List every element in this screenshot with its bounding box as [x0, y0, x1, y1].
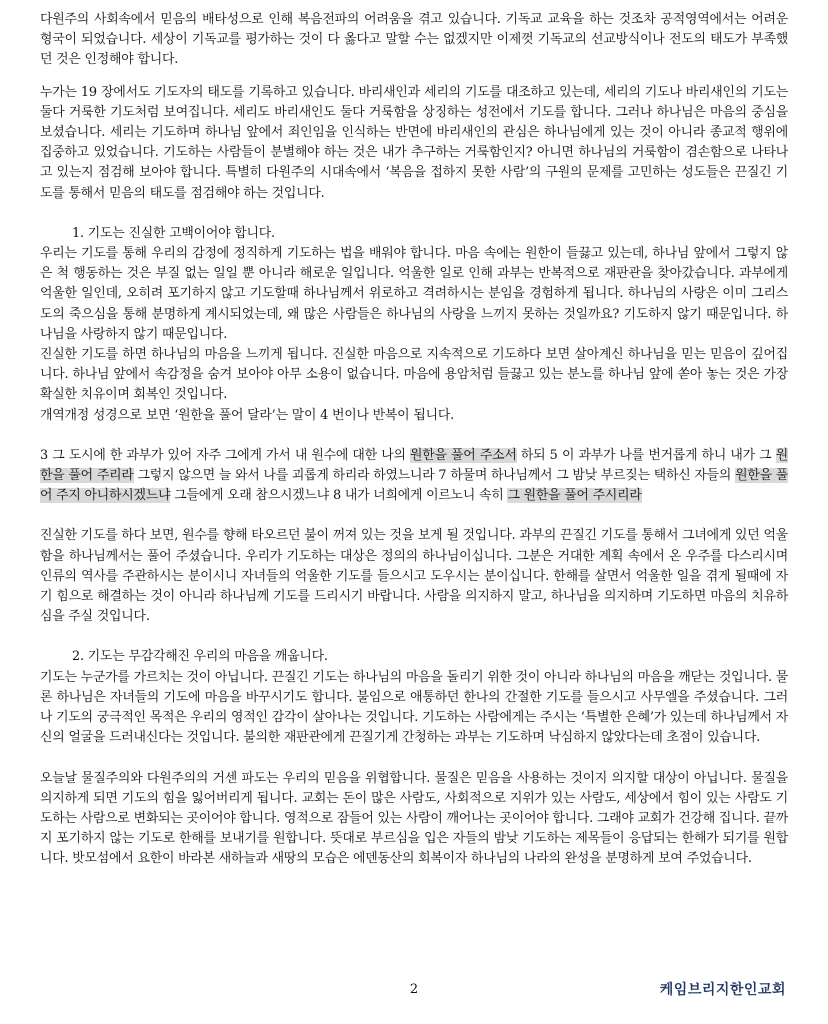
luke-paragraph: 누가는 19 장에서도 기도자의 태도를 기록하고 있습니다. 바리새인과 세리의 기도를 대조하고 있는데, 세리의 기도나 바리새인의 기도는 둘다 거룩한 기도처럼 보여집니다. 세리도 바리새인도 둘다 거룩함을 상징하는 성전에서 기도를 합니다. 그러나 하나님은 마음의 중심을 보셨습니다. 세리는 기도하며 하나님 앞에서 죄인임을 인식하는 반면에 바리새인의 관심은 하나님에게 있는 것이 아니라 종교적 행위에 집중하고 있었습니다. 기도하는 사람들이 분별해야 하는 것은 내가 추구하는 거룩함인지? 아니면 하나님의 거룩함이 겸손함으로 나타나고 있는지 점검해 보아야 합니다. 특별히 다원주의 시대속에서 ‘복음을 접하지 못한 사람’의 구원의 문제를 고민하는 성도들은 끈질긴 기도를 통해서 믿음의 태도를 점검해야 하는 것입니다.	[40, 84, 788, 201]
section1-heading: 1. 기도는 진실한 고백이어야 합니다.	[72, 225, 275, 241]
scripture-highlight-1: 원한을 풀어 주소서	[410, 447, 517, 463]
after-scripture-paragraph: 진실한 기도를 하다 보면, 원수를 향해 타오르던 불이 꺼져 있는 것을 보게 될 것입니다. 과부의 끈질긴 기도를 통해서 그녀에게 있던 억울함을 하나님께서는 풀어 주셨습니다. 우리가 기도하는 대상은 정의의 하나님이십니다. 그분은 거대한 계획 속에서 온 우주를 다스리시며 인류의 역사를 주관하시는 분이시니 자녀들의 억울한 기도를 들으시고 도우시는 분이십니다. 한해를 살면서 억울한 일을 겪게 될때에 자기 힘으로 해결하는 것이 아니라 하나님께 기도를 드리시기 바랍니다. 사람을 의지하지 말고, 하나님을 의지하며 기도하면 마음의 치유하심을 주실 것입니다.	[40, 528, 788, 625]
intro-paragraph: 다원주의 사회속에서 믿음의 배타성으로 인해 복음전파의 어려움을 겪고 있습니다. 기독교 교육을 하는 것조차 공적영역에서는 어려운 형국이 되었습니다. 세상이 기독교를 평가하는 것이 다 옳다고 말할 수는 없겠지만 이제껏 기독교의 선교방식이나 전도의 태도가 부족했던 것은 인정해야 합니다.	[40, 12, 788, 68]
closing-paragraph: 오늘날 물질주의와 다원주의의 거센 파도는 우리의 믿음을 위협합니다. 물질은 믿음을 사용하는 것이지 의지할 대상이 아닙니다. 물질을 의지하게 되면 기도의 힘을 잃어버리게 됩니다. 교회는 돈이 많은 사람도, 사회적으로 지위가 있는 사람도, 세상에서 힘이 있는 사람도 기도하는 사람으로 변화되는 곳이어야 합니다. 영적으로 잠들어 있는 사람이 깨어나는 곳이어야 합니다. 그래야 교회가 건강해 집니다. 끝까지 포기하지 않는 기도로 한해를 보내기를 원합니다. 뜻대로 부르심을 입은 자들의 밤낮 기도하는 제목들이 응답되는 한해가 되기를 원합니다. 밧모섬에서 요한이 바라본 새하늘과 새땅의 모습은 에덴동산의 회복이자 하나님의 나라의 완성을 분명하게 보여 주었습니다.	[40, 770, 788, 867]
document-body	[40, 10, 788, 882]
scripture-passage	[40, 446, 788, 507]
church-name: 케임브리지한인교회	[659, 982, 786, 998]
section2-heading: 2. 기도는 무감각해진 우리의 마음을 깨웁니다.	[72, 649, 328, 665]
scripture-text-1: 3 그 도시에 한 과부가 있어 자주 그에게 가서 내 원수에 대한 나의	[40, 447, 410, 463]
scripture-highlight-3: 원한을 풀어 주지 아니하시겠느냐	[40, 468, 789, 504]
page-number: 2	[409, 982, 419, 997]
section1-paragraph-2: 진실한 기도를 하면 하나님의 마음을 느끼게 됩니다. 진실한 마음으로 지속적으로 기도하다 보면 살아계신 하나님을 믿는 믿음이 깊어집니다. 하나님 앞에서 속감정을 숨겨 보아야 아무 소용이 없습니다. 마음에 용암처럼 들끓고 있는 분노를 하나님 앞에 쏟아 놓는 것은 가장 확실한 치유이며 회복인 것입니다.	[40, 347, 788, 403]
scripture-text-2: 하되 5 이 과부가 나를 번거롭게 하니 내가 그	[516, 447, 776, 463]
scripture-highlight-4: 그 원한을 풀어 주시리라	[507, 488, 642, 504]
section1-paragraph-3: 개역개정 성경으로 보면 ‘원한을 풀어 달라’는 말이 4 번이나 반복이 됩니다.	[40, 407, 454, 423]
section1-paragraph-1: 우리는 기도를 통해 우리의 감정에 정직하게 기도하는 법을 배워야 합니다. 마음 속에는 원한이 들끓고 있는데, 하나님 앞에서 그렇지 않은 척 행동하는 것은 부질 없는 일일 뿐 아니라 해로운 일입니다. 억울한 일로 인해 과부는 반복적으로 재판관을 찾아갔습니다. 과부에게 억울한 일인데, 오히려 포기하지 않고 기도할때 하나님께서 위로하고 격려하시는 분임을 경험하게 됩니다. 하나님의 사랑은 이미 그리스도의 죽으심을 통해 분명하게 계시되었는데, 왜 많은 사람들은 하나님의 사랑을 느끼지 못하는 것일까요? 기도하지 않기 때문입니다. 하나님을 사랑하지 않기 때문입니다.	[40, 246, 788, 342]
scripture-text-4: 그들에게 오래 참으시겠느냐 8 내가 너희에게 이르노니 속히	[170, 488, 508, 504]
scripture-highlight-2: 원한을 풀어 주리라	[40, 447, 788, 484]
section2-paragraph-1: 기도는 누군가를 가르치는 것이 아닙니다. 끈질긴 기도는 하나님의 마음을 돌리기 위한 것이 아니라 하나님의 마음을 깨닫는 것입니다. 물론 하나님은 자녀들의 기도에 마음을 바꾸시기도 합니다. 불임으로 애통하던 한나의 간절한 기도를 들으시고 사무엘을 주셨습니다. 그러나 기도의 궁극적인 목적은 우리의 영적인 감각이 살아나는 것입니다. 기도하는 사람에게는 주시는 ‘특별한 은혜’가 있는데 하나님께서 자신의 얼굴을 드러내신다는 것입니다. 불의한 재판관에게 끈질기게 간청하는 과부는 기도하며 낙심하지 않았다는데 초점이 있습니다.	[40, 669, 788, 746]
scripture-text-3: 그렇지 않으면 늘 와서 나를 괴롭게 하리라 하였느니라 7 하물며 하나님께서 그 밤낮 부르짖는 택하신 자들의	[133, 468, 736, 484]
